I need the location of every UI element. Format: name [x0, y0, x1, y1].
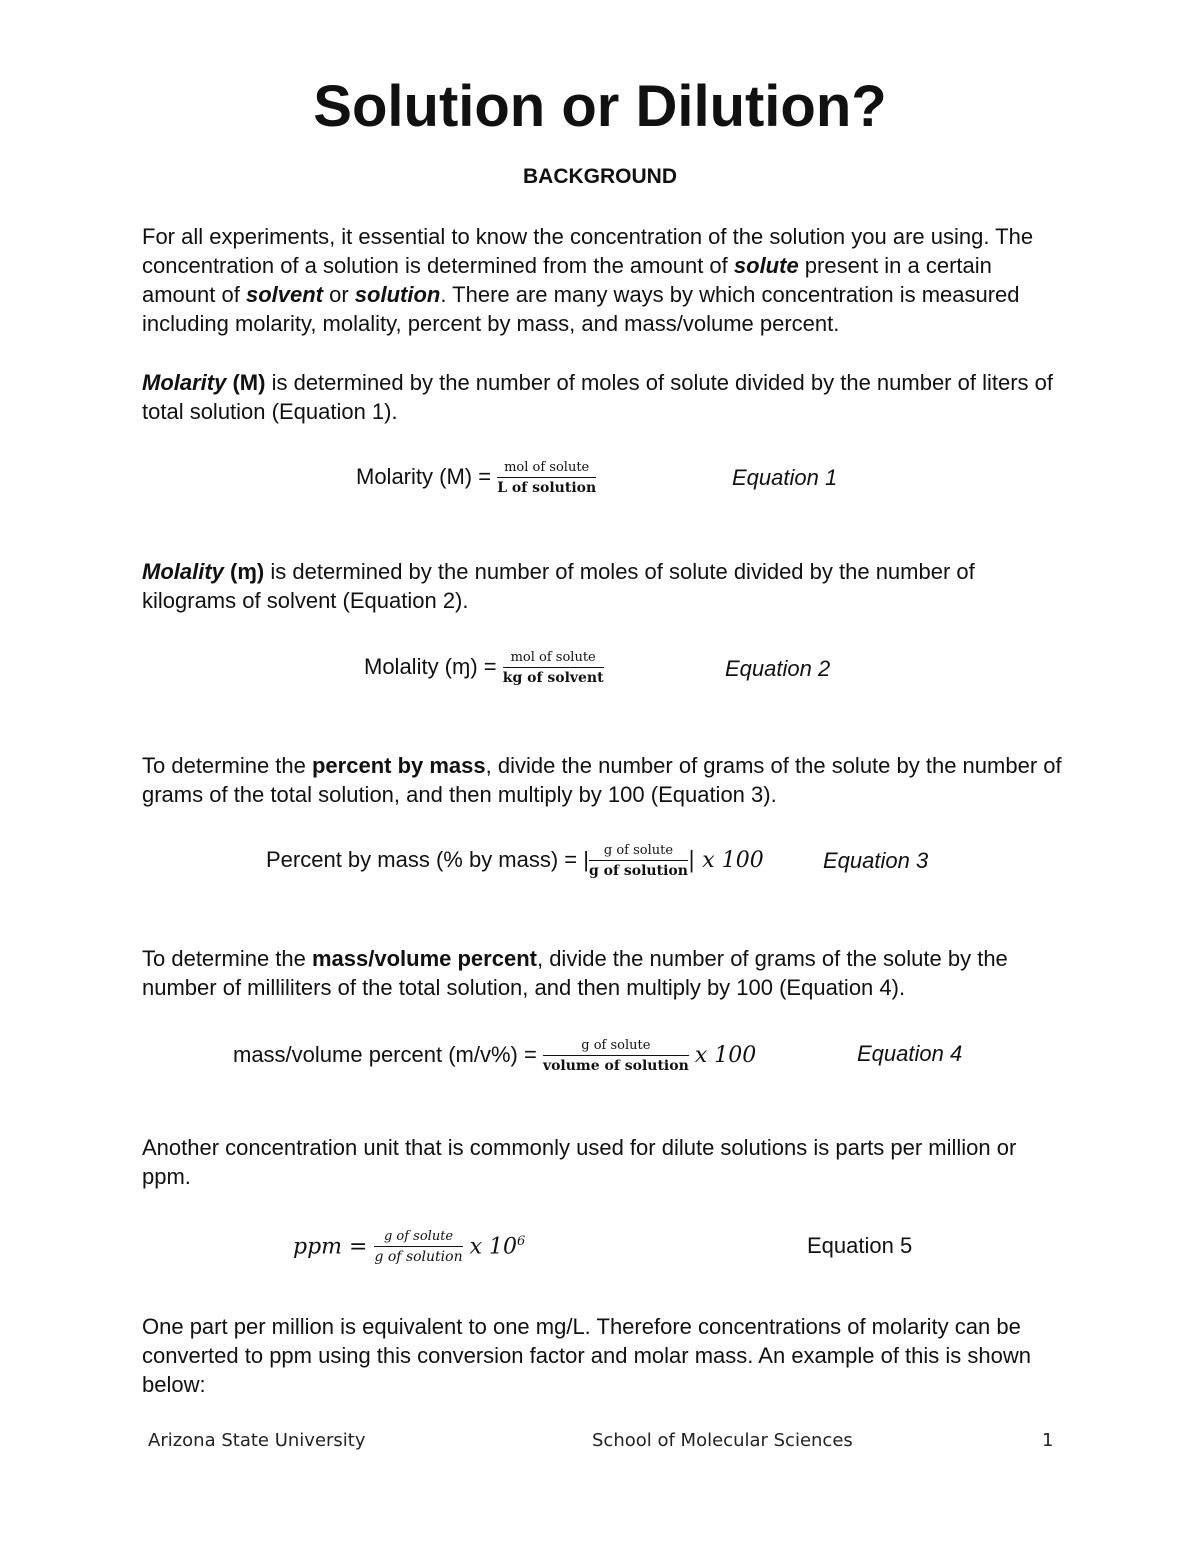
equation-3-numerator: g of solute: [589, 843, 688, 861]
closing-text: One part per million is equivalent to one mg/L. Therefore concentrations of molarity can be converted to ppm using this conversion factor and molar mass. An example of this is shown below:: [142, 1314, 1031, 1397]
equation-2-lhs: Molality (ɱ) =: [364, 653, 497, 679]
footer-school: School of Molecular Sciences: [592, 1430, 853, 1451]
equation-1-denominator: L of solution: [497, 480, 597, 496]
footer-institution: Arizona State University: [148, 1430, 366, 1451]
closing-paragraph: [142, 1312, 1062, 1399]
equation-1-lhs: Molarity (M) =: [356, 463, 492, 489]
term-solute: solute: [733, 253, 799, 278]
equation-3-rhs: | x 100: [687, 847, 764, 873]
equation-1: [356, 460, 596, 496]
molarity-symbol: (M): [232, 370, 266, 395]
equation-1-numerator: mol of solute: [497, 460, 596, 478]
equation-5-label: Equation 5: [807, 1233, 913, 1258]
equation-5-numerator: g of solute: [374, 1229, 462, 1247]
mass-volume-paragraph: [142, 944, 1062, 1002]
equation-4-rhs: x 100: [694, 1042, 757, 1068]
equation-5: [293, 1228, 525, 1265]
molarity-text: is determined by the number of moles of solute divided by the number of liters of total solution (Equation 1).: [142, 370, 1053, 424]
ppm-text: Another concentration unit that is commonly used for dilute solutions is parts per million or ppm.: [142, 1135, 1017, 1189]
term-molality: Molality: [142, 559, 224, 584]
equation-5-rhs: x 10: [469, 1234, 518, 1260]
intro-text-1: For all experiments, it essential to know the concentration of the solution you are using. The concentration of a solution is determined from the amount of: [142, 224, 1034, 278]
molality-text: is determined by the number of moles of solute divided by the number of kilograms of solvent (Equation 2).: [142, 559, 975, 613]
equation-5-fraction: [374, 1229, 462, 1265]
intro-text-3: or: [322, 282, 355, 307]
equation-3-lhs: Percent by mass (% by mass) = |: [266, 846, 589, 872]
equation-3-denominator: g of solution: [588, 863, 688, 879]
intro-text-2: present in a certain amount of: [142, 253, 992, 307]
term-solvent: solvent: [245, 282, 323, 307]
equation-5-denominator: g of solution: [374, 1249, 463, 1266]
percent-mass-text-1: To determine the: [142, 753, 312, 778]
mass-volume-text-2: , divide the number of grams of the solute by the number of milliliters of the total solution, and then multiply by 100 (Equation 4).: [142, 946, 1008, 1000]
equation-4: [233, 1038, 756, 1074]
equation-2-label: Equation 2: [725, 656, 831, 681]
equation-5-lhs: ppm =: [293, 1234, 368, 1260]
equation-4-fraction: [543, 1038, 689, 1074]
section-heading: BACKGROUND: [523, 165, 677, 188]
ppm-paragraph: [142, 1133, 1062, 1191]
page-title: Solution or Dilution?: [313, 74, 887, 139]
equation-4-denominator: volume of solution: [542, 1058, 689, 1074]
equation-3-fraction: [589, 843, 688, 879]
equation-3: [266, 843, 764, 879]
percent-mass-paragraph: [142, 751, 1062, 809]
intro-text-4: . There are many ways by which concentration is measured including molarity, molality, percent by mass, and mass/volume percent.: [142, 282, 1020, 336]
molality-paragraph: [142, 557, 1062, 615]
equation-3-label: Equation 3: [823, 848, 929, 873]
equation-2: [364, 650, 604, 686]
equation-2-numerator: mol of solute: [503, 650, 604, 668]
term-percent-by-mass: percent by mass: [311, 753, 486, 778]
percent-mass-text-2: , divide the number of grams of the solute by the number of grams of the total solution, and then multiply by 100 (Equation 3).: [142, 753, 1062, 807]
term-molarity: Molarity: [142, 370, 227, 395]
equation-2-fraction: [503, 650, 604, 686]
equation-4-lhs: mass/volume percent (m/v%) =: [233, 1041, 537, 1067]
equation-4-numerator: g of solute: [543, 1038, 689, 1056]
equation-4-label: Equation 4: [857, 1041, 963, 1066]
equation-5-exponent: 6: [517, 1234, 526, 1249]
molarity-paragraph: [142, 368, 1062, 426]
equation-1-label: Equation 1: [732, 465, 838, 490]
mass-volume-text-1: To determine the: [142, 946, 312, 971]
molality-symbol: (ɱ): [230, 559, 265, 584]
term-mass-volume-percent: mass/volume percent: [311, 946, 537, 971]
equation-1-fraction: [497, 460, 596, 496]
intro-paragraph: [142, 222, 1062, 338]
footer-page-number: 1: [1042, 1430, 1054, 1451]
term-solution: solution: [354, 282, 441, 307]
equation-2-denominator: kg of solvent: [502, 670, 604, 686]
